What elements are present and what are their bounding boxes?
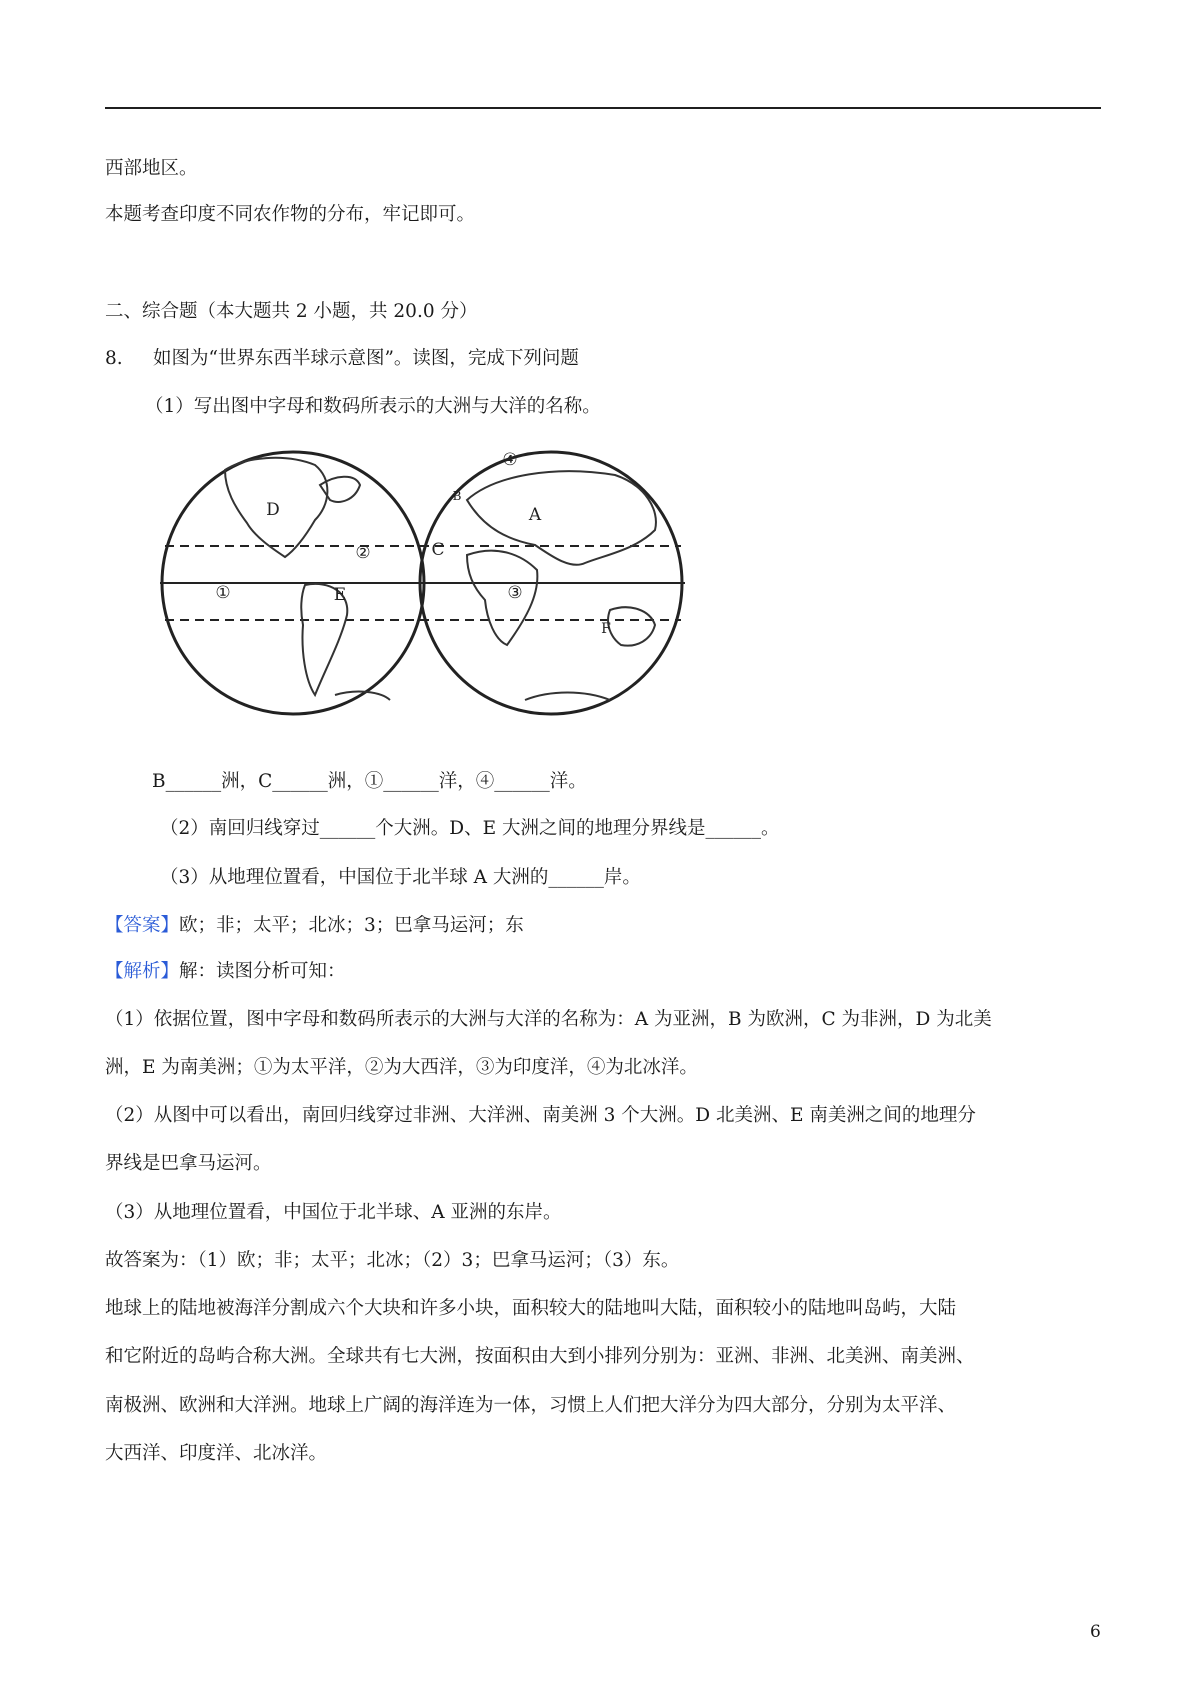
analysis-p1-line-1: （1）依据位置，图中字母和数码所表示的大洲与大洋的名称为：A 为亚洲，B 为欧洲，C 为非洲，D 为北美 [105, 1009, 992, 1030]
extension-line-1: 地球上的陆地被海洋分割成六个大块和许多小块，面积较大的陆地叫大陆，面积较小的陆地叫岛屿，大陆 [105, 1298, 957, 1319]
question-part-2: （2）南回归线穿过______个大洲。D、E 大洲之间的地理分界线是______。 [160, 818, 780, 839]
question-part-3: （3）从地理位置看，中国位于北半球 A 大洲的______岸。 [160, 867, 641, 888]
analysis-p3: （3）从地理位置看，中国位于北半球、A 亚洲的东岸。 [105, 1202, 562, 1223]
extension-line-2: 和它附近的岛屿合称大洲。全球共有七大洲，按面积由大到小排列分别为：亚洲、非洲、北美洲、南美洲、 [105, 1346, 975, 1367]
map-label-E: E [333, 585, 347, 605]
map-label-ocean-1: ① [215, 583, 231, 603]
answer-tag: 【答案】 [105, 915, 180, 936]
map-label-A: A [528, 505, 542, 525]
extension-line-3: 南极洲、欧洲和大洋洲。地球上广阔的海洋连为一体，习惯上人们把大洋分为四大部分，分别为太平洋、 [105, 1395, 957, 1416]
question-part-1: （1）写出图中字母和数码所表示的大洲与大洋的名称。 [145, 396, 601, 417]
question-stem: 如图为“世界东西半球示意图”。读图，完成下列问题 [153, 348, 579, 369]
analysis-p2-line-2: 界线是巴拿马运河。 [105, 1153, 272, 1174]
prev-text-line-2: 本题考查印度不同农作物的分布，牢记即可。 [105, 204, 476, 225]
question-number: 8. [105, 348, 123, 369]
prev-text-line-1: 西部地区。 [105, 158, 198, 179]
extension-line-4: 大西洋、印度洋、北冰洋。 [105, 1443, 328, 1464]
analysis-p2-line-1: （2）从图中可以看出，南回归线穿过非洲、大洋洲、南美洲 3 个大洲。D 北美洲、E 南美洲之间的地理分 [105, 1105, 976, 1126]
map-label-ocean-2: ② [355, 543, 371, 563]
section-title: 二、综合题（本大题共 2 小题，共 20.0 分） [105, 301, 478, 322]
map-label-C: C [431, 540, 445, 560]
australia-shape [608, 607, 655, 645]
question-blanks: B______洲，C______洲，①______洋，④______洋。 [152, 771, 587, 792]
analysis-intro: 解：读图分析可知： [179, 961, 346, 982]
analysis-intro-line [105, 963, 346, 982]
analysis-p1-line-2: 洲，E 为南美洲；①为太平洋，②为大西洋，③为印度洋，④为北冰洋。 [105, 1057, 698, 1078]
map-label-D: D [266, 500, 280, 520]
antarctica-east-shape [525, 693, 610, 701]
answer-line [105, 917, 524, 936]
hemispheres-map [155, 445, 715, 725]
map-label-ocean-3: ③ [507, 583, 523, 603]
africa-shape [467, 551, 537, 645]
analysis-tag: 【解析】 [105, 961, 180, 982]
map-label-ocean-4: ④ [502, 450, 518, 470]
analysis-final-answer: 故答案为：（1）欧；非；太平；北冰；（2）3；巴拿马运河；（3）东。 [105, 1250, 680, 1271]
map-label-B: B [452, 489, 462, 503]
page-number: 6 [1090, 1622, 1101, 1642]
map-label-F: F [601, 621, 611, 637]
answer-text: 欧；非；太平；北冰；3；巴拿马运河；东 [179, 915, 524, 936]
header-rule [105, 107, 1101, 109]
